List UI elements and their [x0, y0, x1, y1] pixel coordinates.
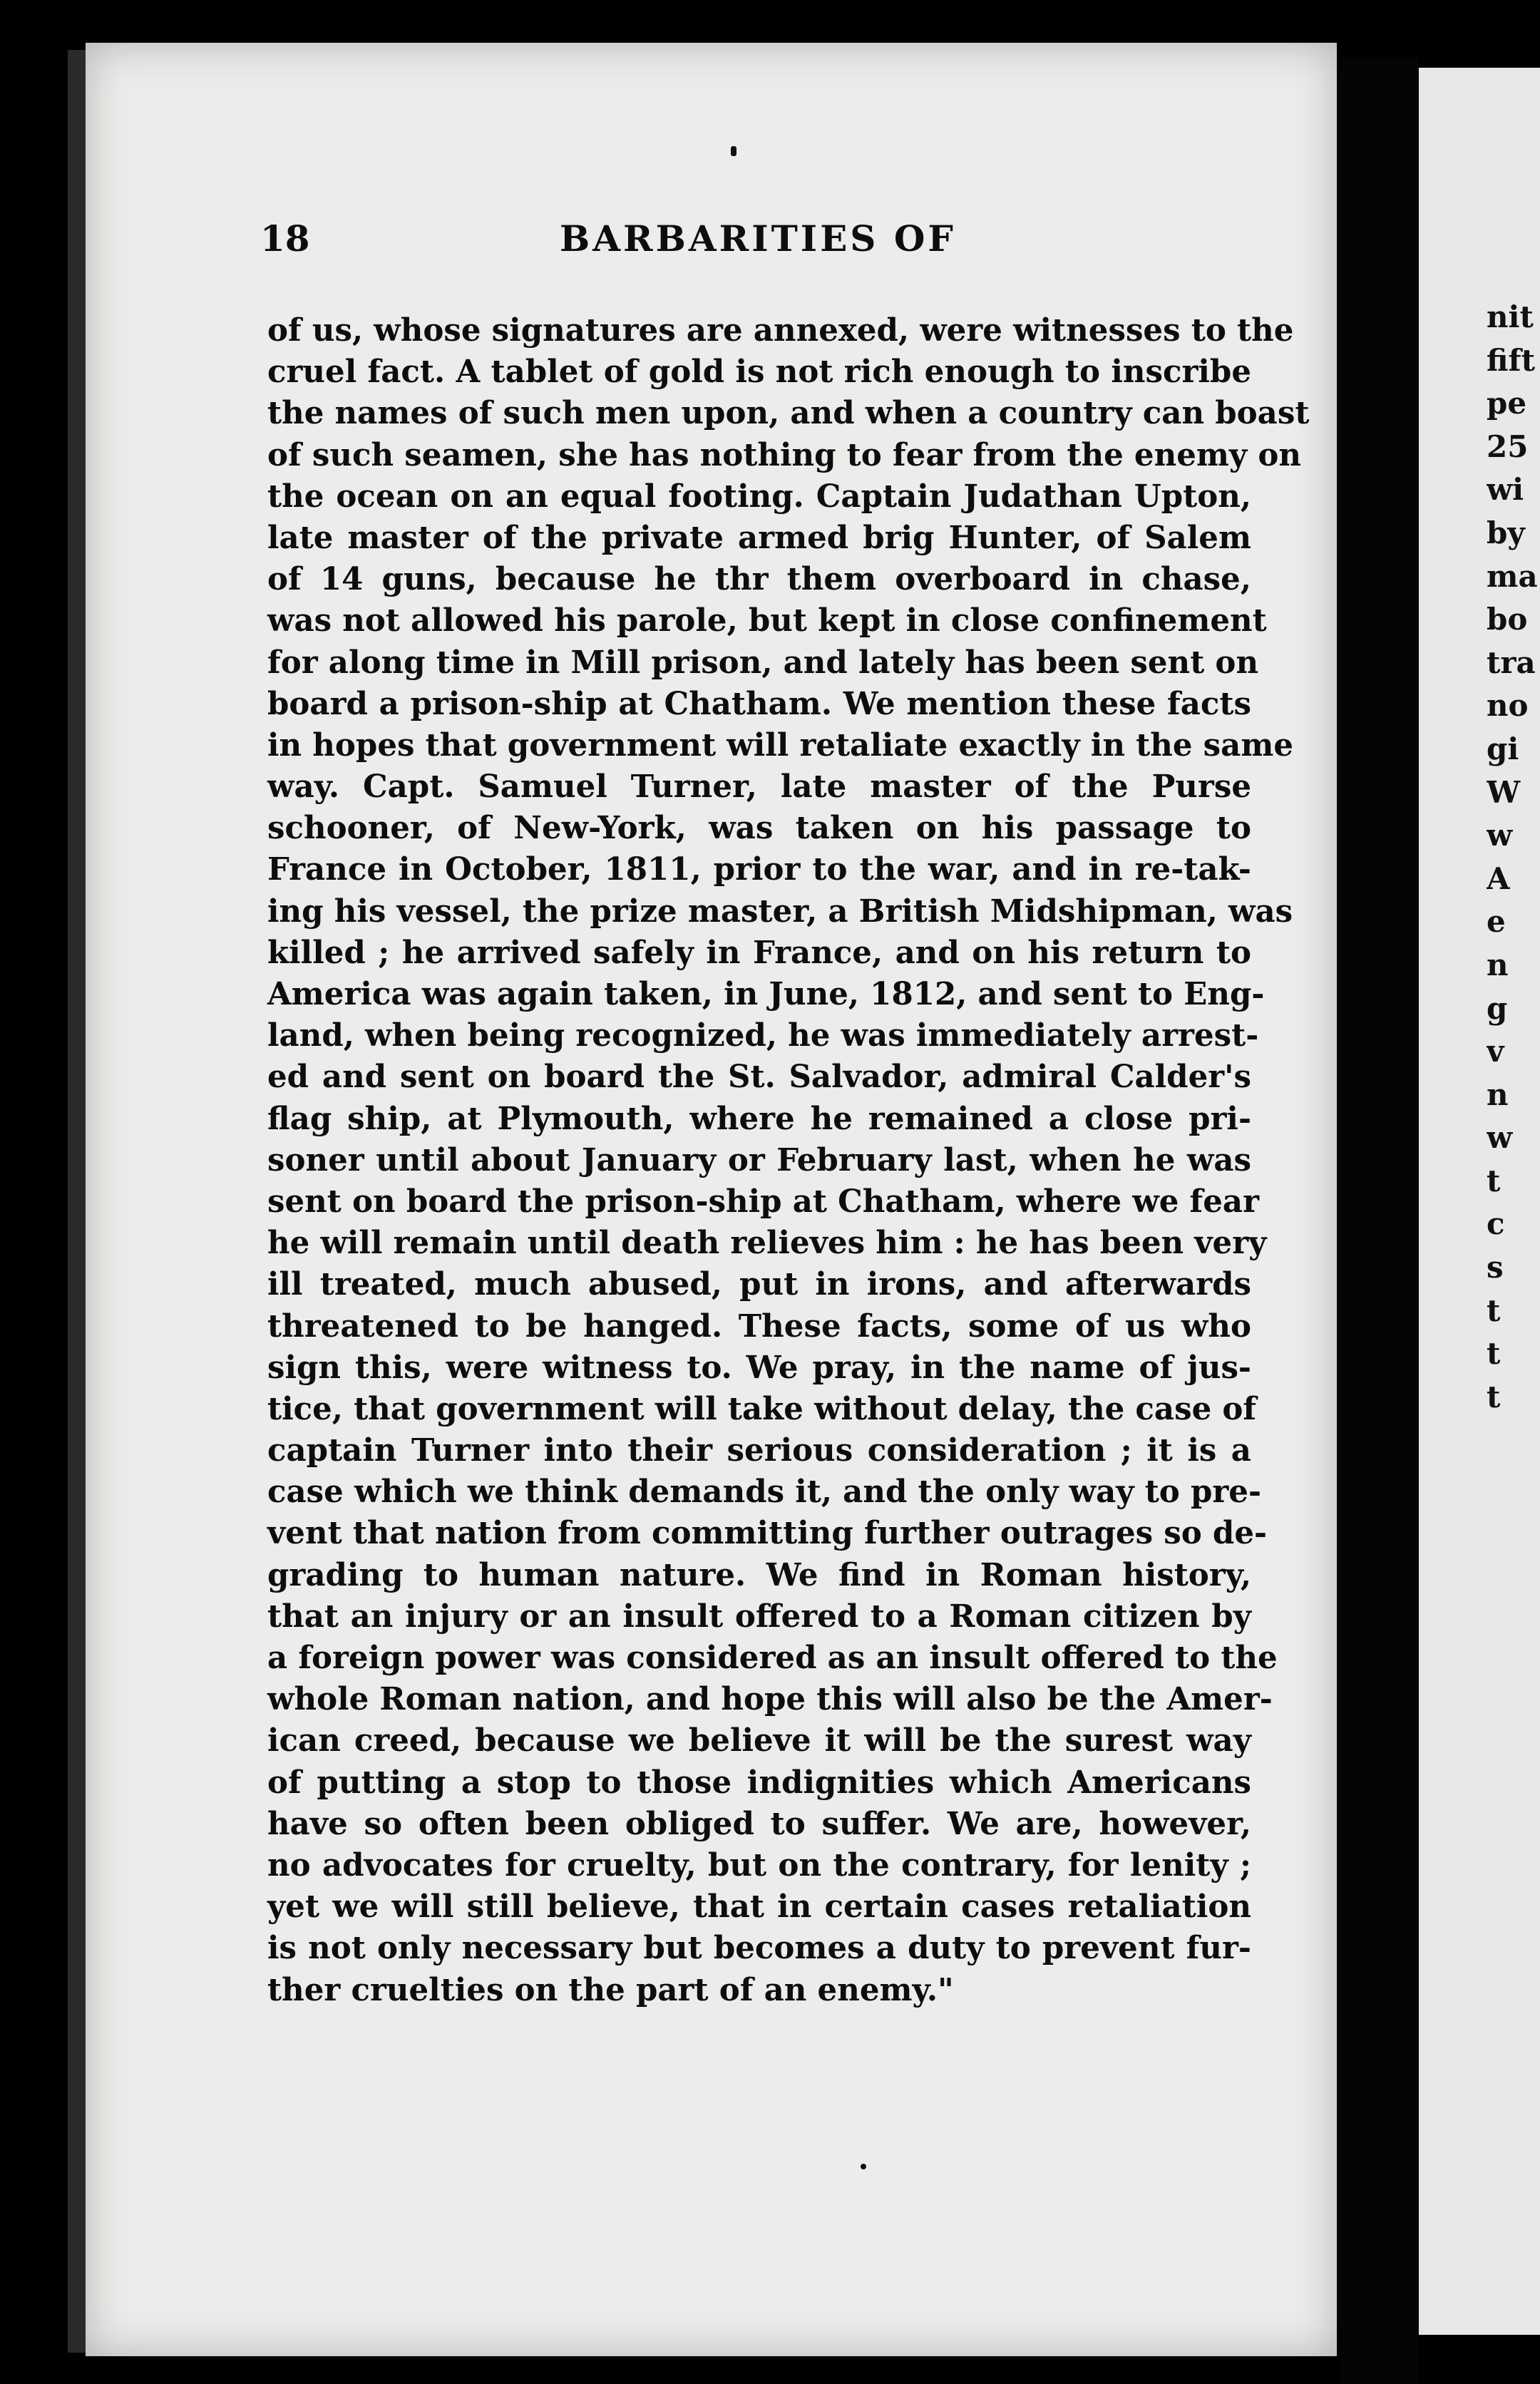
text-line: tice, that government will take without delay, the case of: [267, 1390, 1257, 1427]
facing-page-line-fragment: w: [1487, 1120, 1513, 1156]
ink-dot: [861, 2164, 866, 2169]
text-line: ican creed, because we believe it will be the surest way: [267, 1722, 1251, 1759]
text-line: ther cruelties on the part of an enemy.": [267, 1971, 954, 2008]
facing-page-line-fragment: e: [1487, 904, 1506, 940]
text-line: flag ship, at Plymouth, where he remained a close pri-: [267, 1100, 1251, 1137]
text-line: that an injury or an insult offered to a Roman citizen by: [267, 1598, 1251, 1635]
facing-page-line-fragment: c: [1487, 1206, 1505, 1242]
text-line: yet we will still believe, that in certain cases retaliation: [267, 1889, 1251, 1926]
text-line: of 14 guns, because he thr them overboard in chase,: [267, 561, 1251, 598]
text-line: vent that nation from committing further outrages so de-: [267, 1515, 1268, 1552]
facing-page-line-fragment: v: [1487, 1034, 1504, 1069]
facing-page-line-fragment: no: [1487, 688, 1529, 724]
text-line: the names of such men upon, and when a country can boast: [267, 395, 1310, 432]
facing-page-line-fragment: t: [1487, 1336, 1501, 1372]
text-line: killed ; he arrived safely in France, and on his return to: [267, 934, 1251, 971]
text-line: case which we think demands it, and the only way to pre-: [267, 1474, 1262, 1511]
text-line: for along time in Mill prison, and lately has been sent on: [267, 644, 1259, 681]
text-line: ill treated, much abused, put in irons, and afterwards: [267, 1266, 1251, 1303]
page-header: [260, 217, 1258, 274]
facing-page-line-fragment: tra: [1487, 644, 1536, 680]
text-line: a foreign power was considered as an insult offered to the: [267, 1640, 1278, 1676]
page-number: 18: [260, 217, 310, 260]
running-head: BARBARITIES OF: [560, 217, 956, 260]
facing-page-line-fragment: by: [1487, 515, 1525, 550]
text-line: ing his vessel, the prize master, a British Midshipman, was: [267, 893, 1293, 930]
facing-page-line-fragment: t: [1487, 1163, 1501, 1198]
facing-page-line-fragment: ma: [1487, 558, 1538, 594]
text-line: threatened to be hanged. These facts, some of us who: [267, 1307, 1251, 1345]
text-line: grading to human nature. We find in Roman history,: [267, 1556, 1251, 1593]
text-line: ed and sent on board the St. Salvador, admiral Calder's: [267, 1059, 1251, 1096]
facing-page-line-fragment: 25: [1487, 428, 1529, 464]
facing-page-line-fragment: t: [1487, 1379, 1501, 1414]
text-line: of us, whose signatures are annexed, were witnesses to the: [267, 312, 1294, 349]
text-line: way. Capt. Samuel Turner, late master of the Purse: [267, 769, 1251, 806]
text-line: have so often been obliged to suffer. We are, however,: [267, 1805, 1251, 1842]
text-line: France in October, 1811, prior to the war, and in re-tak-: [267, 851, 1251, 888]
facing-page-line-fragment: gi: [1487, 731, 1519, 766]
facing-page-line-fragment: pe: [1487, 386, 1527, 421]
facing-page-line-fragment: g: [1487, 990, 1508, 1026]
facing-page-line-fragment: n: [1487, 1077, 1509, 1112]
text-line: the ocean on an equal footing. Captain Judathan Upton,: [267, 478, 1251, 515]
text-line: whole Roman nation, and hope this will also be the Amer-: [267, 1681, 1273, 1718]
facing-page-text: [1487, 296, 1540, 1419]
facing-page-line-fragment: fift: [1487, 342, 1536, 378]
text-line: sent on board the prison-ship at Chatham, where we fear: [267, 1183, 1260, 1220]
text-line: schooner, of New-York, was taken on his passage to: [267, 810, 1251, 847]
book-gutter: [1340, 57, 1419, 2384]
text-line: no advocates for cruelty, but on the contrary, for lenity ;: [267, 1846, 1251, 1884]
text-line: board a prison-ship at Chatham. We mention these facts: [267, 685, 1251, 722]
facing-page-line-fragment: s: [1487, 1250, 1504, 1285]
facing-page-line-fragment: wi: [1487, 472, 1524, 508]
text-line: soner until about January or February last, when he was: [267, 1141, 1251, 1178]
ink-mark: [731, 146, 736, 156]
text-line: in hopes that government will retaliate exactly in the same: [267, 726, 1294, 764]
facing-page-line-fragment: w: [1487, 818, 1513, 853]
text-line: of putting a stop to those indignities which Americans: [267, 1764, 1251, 1801]
text-line: late master of the private armed brig Hunter, of Salem: [267, 519, 1251, 556]
text-line: he will remain until death relieves him : he has been very: [267, 1225, 1267, 1262]
facing-page-line-fragment: bo: [1487, 602, 1528, 637]
text-line: of such seamen, she has nothing to fear from the enemy on: [267, 436, 1301, 473]
facing-page-line-fragment: n: [1487, 947, 1509, 982]
text-line: captain Turner into their serious consideration ; it is a: [267, 1432, 1251, 1469]
text-line: land, when being recognized, he was immediately arrest-: [267, 1017, 1259, 1054]
facing-page-line-fragment: t: [1487, 1293, 1501, 1328]
text-line: is not only necessary but becomes a duty to prevent fur-: [267, 1930, 1251, 1967]
text-line: America was again taken, in June, 1812, and sent to Eng-: [267, 976, 1265, 1012]
facing-page-line-fragment: W: [1487, 774, 1521, 810]
facing-page-line-fragment: nit: [1487, 299, 1534, 334]
text-line: was not allowed his parole, but kept in close confinement: [267, 602, 1267, 639]
text-line: cruel fact. A tablet of gold is not rich enough to inscribe: [267, 354, 1251, 391]
facing-page-line-fragment: A: [1487, 860, 1510, 896]
body-text: [267, 310, 1310, 2011]
text-line: sign this, were witness to. We pray, in the name of jus-: [267, 1349, 1251, 1386]
